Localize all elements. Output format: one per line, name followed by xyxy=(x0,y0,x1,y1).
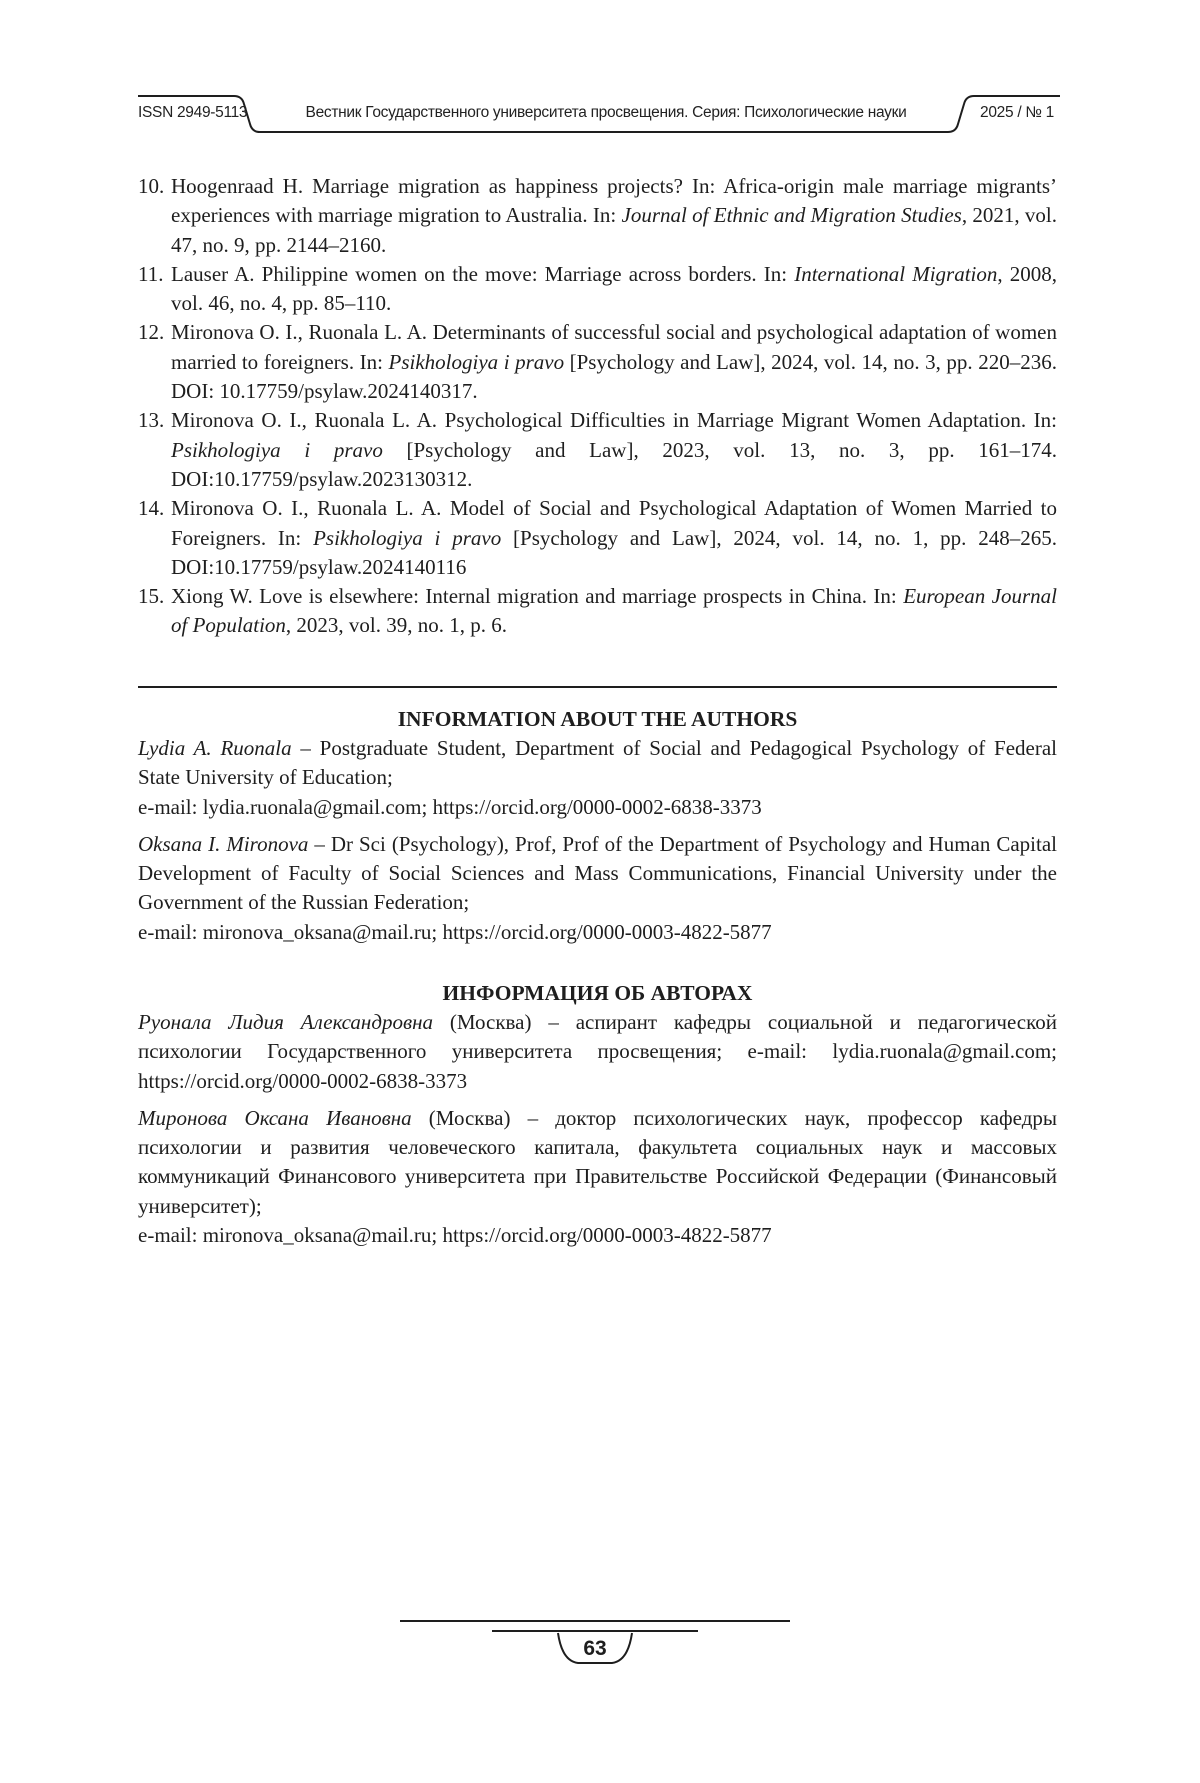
reference-text xyxy=(171,494,1057,582)
reference-segment: [Psychology and Law], 2024, vol. 14, no. 1, pp. 248–265. DOI:10.17759/psylaw.2024140116 xyxy=(171,525,1057,579)
reference-segment: Xiong W. Love is elsewhere: Internal migration and marriage prospects in China. In: xyxy=(171,584,904,609)
page-number: 63 xyxy=(583,1637,607,1660)
header-journal-title: Вестник Государственного университета просвещения. Серия: Психологические науки xyxy=(305,104,907,121)
author-contact: e-mail: mironova_oksana@mail.ru; https://orcid.org/0000-0003-4822-5877 xyxy=(138,1223,772,1248)
reference-item xyxy=(138,260,1057,319)
reference-segment: Mironova O. I., Ruonala L. A. Model of Social and Psychological Adaptation of Women Married to Foreigners. In: xyxy=(171,496,1057,550)
reference-number: 11. xyxy=(138,261,164,286)
reference-source: European Journal of Population xyxy=(171,584,1057,638)
author-description: (Москва) – аспирант кафедры социальной и педагогической психологии Государственного университета просвещения; e-mail: lydia.ruonala@gmail.com; https://orcid.org/0000-0002-6838-3373 xyxy=(138,1010,1057,1093)
author-contact: e-mail: mironova_oksana@mail.ru; https://orcid.org/0000-0003-4822-5877 xyxy=(138,919,772,944)
running-header xyxy=(138,86,1060,138)
reference-segment: , 2021, vol. 47, no. 9, pp. 2144–2160. xyxy=(171,203,1057,257)
page-footer xyxy=(400,1619,790,1679)
author-description: – Postgraduate Student, Department of Social and Pedagogical Psychology of Federal State University of Education; xyxy=(138,736,1057,790)
reference-item xyxy=(138,406,1057,494)
reference-source: Psikhologiya i pravo xyxy=(388,349,565,374)
header-issue: 2025 / № 1 xyxy=(980,104,1054,121)
authors-info-ru xyxy=(138,979,1057,1250)
author-name: Oksana I. Mironova xyxy=(138,831,309,856)
reference-item xyxy=(138,494,1057,582)
author-entry xyxy=(138,734,1057,793)
section-divider xyxy=(138,686,1057,688)
reference-segment: , 2008, vol. 46, no. 4, pp. 85–110. xyxy=(171,261,1058,316)
reference-number: 10. xyxy=(138,174,165,198)
authors-info-en xyxy=(138,705,1057,947)
reference-segment: [Psychology and Law], 2023, vol. 13, no. 3, pp. 161–174. DOI:10.17759/psylaw.2023130312. xyxy=(171,437,1057,491)
reference-source: Psikhologiya i pravo xyxy=(313,525,502,550)
header-issn: ISSN 2949-5113 xyxy=(138,104,248,121)
author-entry xyxy=(138,1104,1057,1221)
reference-segment: , 2023, vol. 39, no. 1, p. 6. xyxy=(285,613,508,638)
reference-number: 15. xyxy=(138,584,165,609)
author-entry xyxy=(138,1008,1057,1096)
reference-segment: Hoogenraad H. Marriage migration as happiness projects? In: Africa-origin male marriage migrants’ experiences with marriage migration to Australia. In: xyxy=(171,174,1057,228)
authors-heading-en: INFORMATION ABOUT THE AUTHORS xyxy=(397,707,798,731)
reference-source: Journal of Ethnic and Migration Studies xyxy=(621,203,962,228)
reference-item xyxy=(138,318,1057,406)
author-name: Миронова Оксана Ивановна xyxy=(138,1105,412,1130)
reference-number: 12. xyxy=(138,320,165,345)
reference-text xyxy=(171,582,1057,641)
reference-segment: [Psychology and Law], 2024, vol. 14, no. 3, pp. 220–236. DOI: 10.17759/psylaw.2024140317. xyxy=(171,349,1057,404)
reference-list xyxy=(138,172,1057,641)
reference-text xyxy=(171,406,1057,494)
reference-number: 13. xyxy=(138,408,165,433)
author-name: Lydia A. Ruonala xyxy=(138,736,292,760)
reference-item xyxy=(138,172,1057,260)
reference-text xyxy=(171,172,1057,260)
reference-segment: Mironova O. I., Ruonala L. A. Determinants of successful social and psychological adaptation of women married to foreigners. In: xyxy=(171,320,1057,374)
author-contact: e-mail: lydia.ruonala@gmail.com; https://orcid.org/0000-0002-6838-3373 xyxy=(138,794,762,819)
author-name: Руонала Лидия Александровна xyxy=(138,1010,433,1034)
reference-number: 14. xyxy=(138,496,165,521)
reference-text xyxy=(171,260,1057,319)
reference-segment: Mironova O. I., Ruonala L. A. Psychological Difficulties in Marriage Migrant Women Adaptation. In: xyxy=(171,408,1057,433)
reference-segment: Lauser A. Philippine women on the move: Marriage across borders. In: xyxy=(171,261,795,286)
reference-source: Psikhologiya i pravo xyxy=(171,437,383,462)
authors-heading-ru: ИНФОРМАЦИЯ ОБ АВТОРАХ xyxy=(442,981,753,1005)
author-entry xyxy=(138,830,1057,918)
reference-text xyxy=(171,318,1057,406)
reference-item xyxy=(138,582,1057,641)
author-description: (Москва) – доктор психологических наук, профессор кафедры психологии и развития человеческого капитала, факультета социальных наук и массовых коммуникаций Финансового университета при Правительстве Российской Федерации (Финансовый университет); xyxy=(138,1105,1057,1218)
author-description: – Dr Sci (Psychology), Prof, Prof of the Department of Psychology and Human Capital Development of Faculty of Social Sciences and Mass Communications, Financial University under the Government of the Russian Federation; xyxy=(138,831,1057,915)
reference-source: International Migration xyxy=(794,261,998,286)
